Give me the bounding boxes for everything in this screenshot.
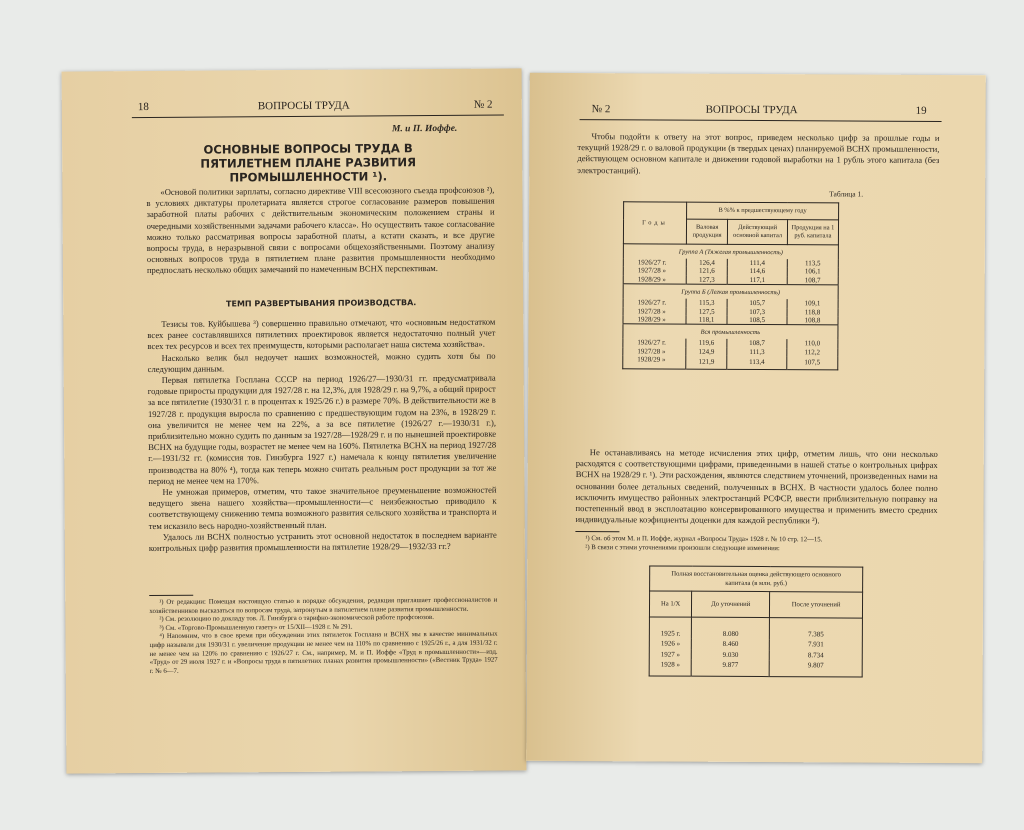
table-production xyxy=(622,201,839,370)
running-title: ВОПРОСЫ ТРУДА xyxy=(257,99,350,113)
article-author: М. и П. Иоффе. xyxy=(391,123,458,135)
footnote: ¹) От редакции: Помещая настоящую статью в порядке обсуждения, редакция приглашает профессионалистов и хозяйственников высказаться по вопросам труда, затронутым в пятилетнем плане развития промышленности. xyxy=(149,596,498,615)
body-text xyxy=(147,317,497,555)
paragraph: Не останавливаясь на методе исчисления этих цифр, отметим лишь, что они несколько расходятся с соответствующими цифрами, приведенными в нашей статье о контрольных цифрах ВСНХ на 1928/29 г. ¹). Эти расхождения, являются следствием уточнений, произведенных нами на основании более детальных сведений, полученных в ВСНХ. В частности удалось более полно исключить имущество районных электростанций РСФСР, ввести приблизительную поправку на постепенный ввод в эксплоатацию консервированного имущества и применить вместо средних индивидуальные коэфициенты доценки для каждой республики ²). xyxy=(575,447,938,526)
table-row: 1926/27 г. 126,4 111,4 113,5 xyxy=(623,258,838,268)
footnote: ¹) См. об этом М. и П. Иоффе, журнал «Вопросы Труда» 1928 г. № 10 стр. 12—15. xyxy=(585,535,823,544)
footnote: ²) См. резолюцию по докладу тов. Л. Гинзбурга о тарифно-экономической работе профсоюзов. xyxy=(159,614,434,624)
table-row: 1925 г. 8.080 7.385 xyxy=(649,617,862,640)
paragraph: Удалось ли ВСНХ полностью устранить этот основной недостаток в последнем варианте контрольных цифр развития промышленности на пятилетие 1928/29—1932/33 гг.? xyxy=(148,529,497,554)
section-heading: ТЕМП РАЗВЕРТЫВАНИЯ ПРОИЗВОДСТВА. xyxy=(225,298,417,309)
table2-col-before: До уточнений xyxy=(692,591,770,617)
header-rule xyxy=(132,115,504,119)
table-row: 1927/28 » 127,5 107,3 118,8 xyxy=(623,307,838,317)
table-row: 1928/29 » 121,9 113,4 107,5 xyxy=(623,356,838,370)
paragraph: Насколько велик был недоучет наших возможностей, можно судить хотя бы по следующим данным. xyxy=(147,350,496,374)
intro-text: «Основой политики зарплаты, согласно директиве VIII всесоюзного съезда профсоюзов ²), в условиях диктатуры пролетариата является строгое согласование размеров повышения заработной платы рабочих с действительным экономическим положением страны и очередными хозяйственными задачами рабочего класса». Но осуществить такое согласование можно только рассматривая вопросы заработной платы, а кстати сказать, и все другие вопросы труда, в неразрывной связи с вопросами общехозяйственными. Поэтому анализу основных вопросов труда в пятилетнем плане развития промышленности необходимо предпослать несколько общих замечаний по намеченным ВСНХ перспективам. xyxy=(146,184,495,276)
footnote: ⁴) Напомним, что в свое время при обсуждении этих пятилеток Госплана и ВСНХ мы в качестве минимальных цифр называли для 1930/31 г. увеличение продукции не менее чем на 110% по сравнению с 1925/26 г., а для 1931/32 г. не менее чем на 120% по сравнению с 1926/27 г. См., например, М. и П. Иоффе «Труд в промышленности»—изд. «Труд» от 29 июля 1927 г. и «Вопросы труда в пятилетних планах развития промышленности» («Вестник Труда» 1927 г. № 6—7. xyxy=(149,630,498,675)
body-text xyxy=(575,447,937,527)
paragraph: Не умножая примеров, отметим, что такое значительное преуменьшение возможностей ведущего звена нашего хозяйства—промышленности—с неизбежностью приводило к соответствующему снижению темпа возможного развития сельского хозяйства и транспорта и тем исказило весь народно-хозяйственный план. xyxy=(148,484,497,531)
table-row: 1928/29 » 127,3 117,1 108,7 xyxy=(623,275,838,285)
table1-group-label: Группа Б (Легкая промышленность) xyxy=(623,284,838,300)
table-row: 1926/27 г. 119,6 108,7 110,0 xyxy=(623,339,838,349)
table2-col-date: На 1/X xyxy=(649,591,691,617)
footnotes xyxy=(575,535,937,554)
page-number: 18 xyxy=(137,101,149,114)
header-rule xyxy=(580,119,942,122)
table1-col-output: Валовая продукция xyxy=(686,219,727,244)
table2-col-after: После уточнений xyxy=(770,592,863,618)
table-capital-estimate xyxy=(649,565,864,677)
issue-number: № 2 xyxy=(473,98,493,111)
table1-col-capital: Действующий основной капитал xyxy=(728,219,788,244)
footnote-rule xyxy=(575,531,619,532)
running-title: ВОПРОСЫ ТРУДА xyxy=(705,103,798,117)
table1-group-label: Группа А (Тяжелая промышленность) xyxy=(623,244,838,260)
table-row: 1927 » 9.030 8.734 xyxy=(649,649,862,661)
footnotes xyxy=(149,597,498,677)
table1-group-label: Вся промышленность xyxy=(623,324,838,340)
footnote: ²) В связи с этими уточнениями произошли следующие изменения: xyxy=(585,543,780,552)
table1-caption: Таблица 1. xyxy=(829,189,864,199)
table-row: 1926/27 г. 115,3 105,7 109,1 xyxy=(623,299,838,309)
table2-title: Полная восстановительная оценка действующего основного капитала (в млн. руб.) xyxy=(650,566,863,592)
left-page xyxy=(62,68,527,773)
intro-paragraph xyxy=(146,185,495,277)
table-row: 1927/28 » 121,6 114,6 106,1 xyxy=(623,267,838,277)
paragraph: Первая пятилетка Госплана СССР на период 1926/27—1930/31 гг. предусматривала годовые приросты продукции для 1927/28 г. на 12,3%, для 1928/29 г. на 9,7%, а общий прирост за все пятилетие (1930/31 г. в процентах к 1925/26 г.) в размере 70%. В действительности же в 1927/28 г. продукция выросла по сравнению с предшествующим годом на 23%, в 1928/29 г. она увеличится не менее чем на 22%, а за все пятилетие (1926/27 г.—1930/31 г.), приблизительно можно судить по данным за 1927/28—1928/29 г. и по нынешней проектировке ВСНХ на будущие годы, возрастет не менее чем на 160%. Пятилетка ВСНХ на период 1927/28 г.—1931/32 гг. (комиссия тов. Гинзбурга 1927 г.) намечала к концу пятилетия увеличение производства на 80% ⁴), тогда как теперь можно считать реальным рост продукции за тот же период не менее чем на 170%. xyxy=(147,372,497,486)
paragraph: Тезисы тов. Куйбышева ³) совершенно правильно отмечают, что «основным недостатком всех ранее составлявшихся пятилетних проектировок является недостаточно полный учет всех тех ресурсов и всех тех преимуществ, которыми располагает наша система хозяйства». xyxy=(147,316,496,352)
page-number: 19 xyxy=(915,104,927,117)
footnote-rule xyxy=(149,595,193,596)
table1-col-years: Годы xyxy=(623,202,686,244)
right-page xyxy=(526,73,986,763)
article-title: ОСНОВНЫЕ ВОПРОСЫ ТРУДА В ПЯТИЛЕТНЕМ ПЛАНЕ РАЗВИТИЯ ПРОМЫШЛЕННОСТИ ¹). xyxy=(200,141,417,185)
table1-col-per-ruble: Продукция на 1 руб. капитала xyxy=(787,220,838,245)
intro-paragraph xyxy=(577,131,939,178)
table-row: 1928/29 » 118,1 108,5 108,8 xyxy=(623,315,838,325)
issue-number: № 2 xyxy=(591,103,611,116)
table-row: 1927/28 » 124,9 111,3 112,2 xyxy=(623,347,838,357)
table-row: 1928 » 9.877 9.807 xyxy=(649,660,862,677)
footnote: ³) См. «Торгово-Промышленную газету» от 15/XII—1928 г. № 291. xyxy=(159,623,353,632)
table1-col-group: В %% к предшествующему году xyxy=(687,202,839,220)
intro-text: Чтобы подойти к ответу на этот вопрос, приведем несколько цифр за прошлые годы и текущий 1928/29 г. о валовой продукции (в твердых ценах) планируемой ВСНХ промышленности, действующем основном капитале и движении годовой выработки на 1 рубль этого капитала (без электростанций). xyxy=(577,131,940,176)
table-row: 1926 » 8.460 7.931 xyxy=(649,639,862,651)
